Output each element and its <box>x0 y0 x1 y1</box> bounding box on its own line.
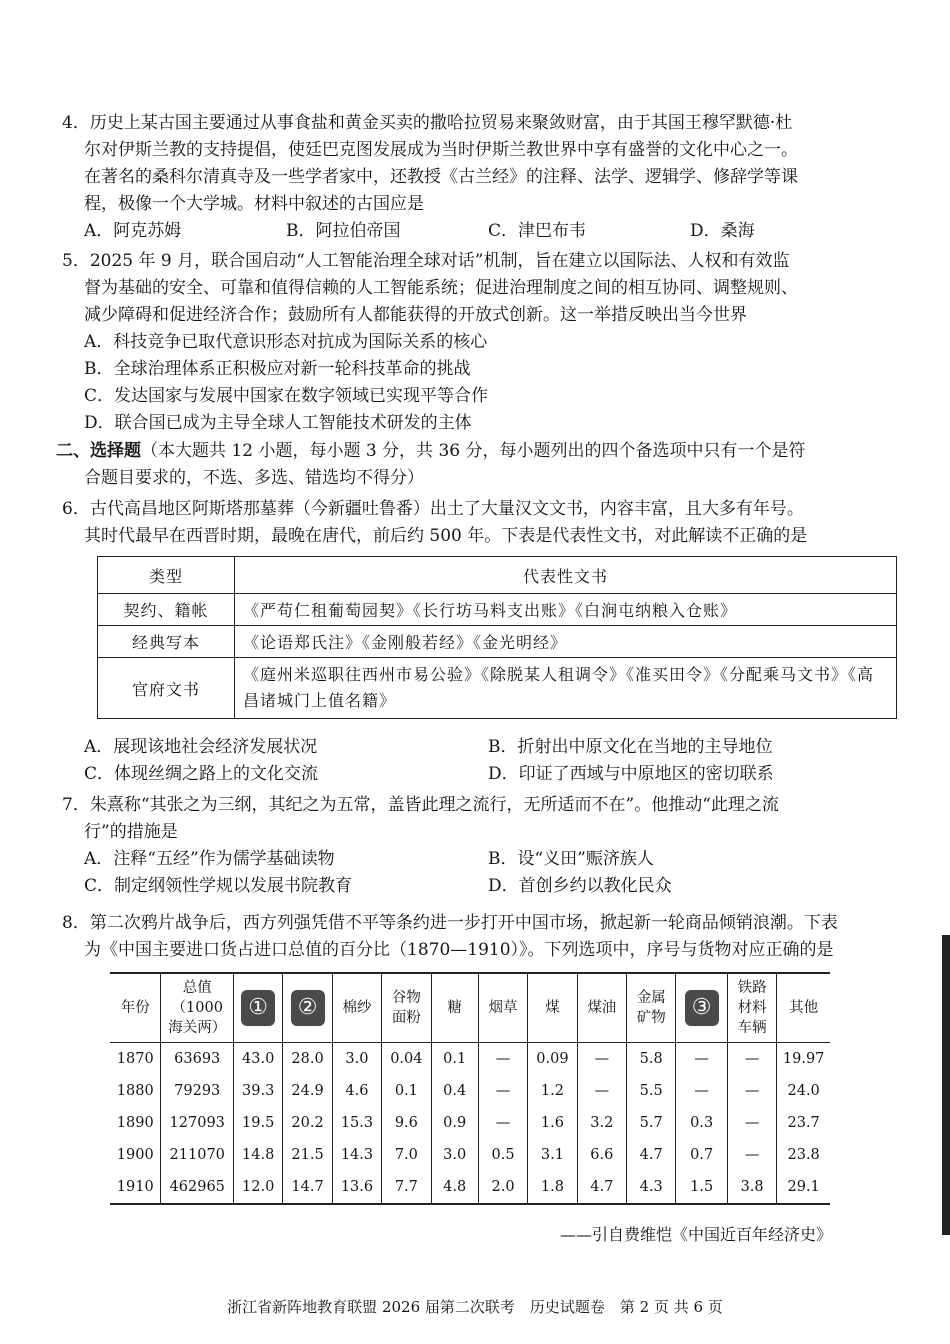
q7-line: 行”的措施是 <box>84 822 178 842</box>
table-cell: 23.7 <box>777 1107 830 1139</box>
q5-line: 督为基础的安全、可靠和值得信赖的人工智能系统；促进治理制度之间的相互协同、调整规则、 <box>84 278 798 298</box>
q6-table <box>97 556 897 719</box>
table-cell: 4.8 <box>431 1171 478 1204</box>
table-cell: 5.8 <box>627 1043 676 1076</box>
q5-option-d: D．联合国已成为主导全球人工智能技术研发的主体 <box>84 413 472 433</box>
q7-option-d: D．首创乡约以教化民众 <box>488 876 672 896</box>
table-cell: 29.1 <box>777 1171 830 1204</box>
col-sugar: 糖 <box>431 973 478 1043</box>
table-cell: 3.2 <box>577 1107 626 1139</box>
table-cell: 5.7 <box>627 1107 676 1139</box>
table-cell: 21.5 <box>283 1139 332 1171</box>
table-cell: 2.0 <box>478 1171 527 1204</box>
question-8 <box>62 910 892 964</box>
q5-option-a: A．科技竞争已取代意识形态对抗成为国际关系的核心 <box>84 332 488 352</box>
circled-number-2: ② <box>291 990 325 1026</box>
table-cell: 39.3 <box>233 1075 282 1107</box>
q6-header-docs: 代表性文书 <box>235 557 897 594</box>
table-cell: 24.0 <box>777 1075 830 1107</box>
q8-import-table <box>110 972 830 1205</box>
table-row <box>110 1107 830 1139</box>
table-cell: 3.0 <box>431 1139 478 1171</box>
table-cell: 43.0 <box>233 1043 282 1076</box>
q4-line: 4．历史上某古国主要通过从事食盐和黄金买卖的撒哈拉贸易来聚敛财富，由于其国王穆罕默德·杜 <box>62 113 793 133</box>
col-item-1 <box>233 973 282 1043</box>
table-cell: 12.0 <box>233 1171 282 1204</box>
table-cell: — <box>676 1043 728 1076</box>
table-cell: — <box>727 1139 776 1171</box>
table-cell: 14.3 <box>332 1139 381 1171</box>
table-cell: 20.2 <box>283 1107 332 1139</box>
col-kerosene: 煤油 <box>577 973 626 1043</box>
table-cell: 28.0 <box>283 1043 332 1076</box>
table-cell: 官府文书 <box>98 658 235 719</box>
q7-option-c: C．制定纲领性学规以发展书院教育 <box>84 876 353 896</box>
page-footer: 浙江省新阵地教育联盟 2026 届第二次联考 历史试题卷 第 2 页 共 6 页 <box>227 1298 723 1316</box>
table-cell: 《庭州米巡职往西州市易公验》《除脱某人租调令》《准买田令》《分配乘马文书》《高昌诸城门上值名籍》 <box>235 658 897 719</box>
q6-option-b: B．折射出中原文化在当地的主导地位 <box>488 737 773 757</box>
table-cell: 24.9 <box>283 1075 332 1107</box>
col-total: 总值（1000海关两） <box>161 973 234 1043</box>
table-row <box>110 1139 830 1171</box>
table-cell: 4.6 <box>332 1075 381 1107</box>
q5-option-c: C．发达国家与发展中国家在数字领域已实现平等合作 <box>84 386 489 406</box>
q8-line: 8．第二次鸦片战争后，西方列强凭借不平等条约进一步打开中国市场，掀起新一轮商品倾销浪潮。下表 <box>62 913 838 933</box>
table-cell: 0.7 <box>676 1139 728 1171</box>
q5-line: 减少障碍和促进经济合作；鼓励所有人都能获得的开放式创新。这一举措反映出当今世界 <box>84 305 747 325</box>
question-7 <box>62 792 892 900</box>
table-cell: 4.3 <box>627 1171 676 1204</box>
table-cell: 0.5 <box>478 1139 527 1171</box>
table-cell: 0.09 <box>528 1043 577 1076</box>
table-cell: 127093 <box>161 1107 234 1139</box>
table-cell: 7.0 <box>382 1139 431 1171</box>
table-row <box>110 1043 830 1076</box>
section-title: 二、选择题 <box>56 441 141 461</box>
q8-line: 为《中国主要进口货占进口总值的百分比（1870—1910）》。下列选项中，序号与货物对应正确的是 <box>84 940 834 960</box>
col-year: 年份 <box>110 973 161 1043</box>
table-cell: 0.4 <box>431 1075 478 1107</box>
table-cell: 1870 <box>116 1051 154 1067</box>
table-cell: 3.0 <box>332 1043 381 1076</box>
table-cell: 契约、籍帐 <box>98 594 235 626</box>
table-cell: — <box>727 1043 776 1076</box>
table-cell: 19.97 <box>777 1043 830 1076</box>
table-cell: 1910 <box>110 1171 161 1204</box>
table-cell: 14.8 <box>233 1139 282 1171</box>
table-cell: 3.1 <box>528 1139 577 1171</box>
table-cell: — <box>577 1075 626 1107</box>
col-grain-flour: 谷物面粉 <box>382 973 431 1043</box>
circled-number-3: ③ <box>685 990 719 1026</box>
table-cell: — <box>478 1043 527 1076</box>
table-cell: 1890 <box>116 1115 154 1131</box>
col-item-2 <box>283 973 332 1043</box>
table-cell: 79293 <box>161 1075 234 1107</box>
q4-option-b: B．阿拉伯帝国 <box>286 221 401 241</box>
table-cell: — <box>577 1043 626 1076</box>
table-cell: 1880 <box>116 1083 154 1099</box>
table-cell: — <box>727 1075 776 1107</box>
q7-option-b: B．设“义田”赈济族人 <box>488 849 654 869</box>
table-cell: 14.7 <box>283 1171 332 1204</box>
col-item-3 <box>676 973 728 1043</box>
q4-line: 程，极像一个大学城。材料中叙述的古国应是 <box>84 194 424 214</box>
table-cell: 13.6 <box>332 1171 381 1204</box>
q5-line: 5．2025 年 9 月，联合国启动“人工智能治理全球对话”机制，旨在建立以国际法、人权和有效监 <box>62 251 790 271</box>
table-cell: 9.6 <box>382 1107 431 1139</box>
table-cell: 23.8 <box>777 1139 830 1171</box>
col-tobacco: 烟草 <box>478 973 527 1043</box>
table-cell: 0.3 <box>676 1107 728 1139</box>
section-instructions-cont: 合题目要求的，不选、多选、错选均不得分） <box>84 468 424 488</box>
table-row <box>98 658 897 719</box>
table-cell: 0.9 <box>431 1107 478 1139</box>
table-cell: 5.5 <box>627 1075 676 1107</box>
table-cell: 7.7 <box>382 1171 431 1204</box>
q6-header-type: 类型 <box>98 557 235 594</box>
q4-line: 尔对伊斯兰教的支持提倡，使廷巴克图发展成为当时伊斯兰教世界中享有盛誉的文化中心之一。 <box>84 140 798 160</box>
table-cell: 0.1 <box>431 1043 478 1076</box>
q4-option-d: D．桑海 <box>690 221 755 241</box>
table-cell: 1.2 <box>528 1075 577 1107</box>
q4-options <box>62 218 892 245</box>
table-cell: — <box>478 1075 527 1107</box>
table-row <box>110 1075 830 1107</box>
q4-option-c: C．津巴布韦 <box>488 221 587 241</box>
col-metal-ore: 金属矿物 <box>627 973 676 1043</box>
table-cell: — <box>676 1075 728 1107</box>
table-cell: 1900 <box>116 1147 154 1163</box>
section-instructions: （本大题共 12 小题，每小题 3 分，共 36 分，每小题列出的四个备选项中只有一个是符 <box>141 441 806 461</box>
table-cell: 3.8 <box>727 1171 776 1204</box>
table-cell: 63693 <box>161 1043 234 1076</box>
question-6 <box>62 496 892 550</box>
table-cell: 15.3 <box>332 1107 381 1139</box>
col-coal: 煤 <box>528 973 577 1043</box>
table-cell: 1.6 <box>528 1107 577 1139</box>
table-row <box>98 626 897 658</box>
table-cell: 《论语郑氏注》《金刚般若经》《金光明经》 <box>235 626 897 658</box>
col-cotton-yarn: 棉纱 <box>332 973 381 1043</box>
q4-line: 在著名的桑科尔清真寺及一些学者家中，还教授《古兰经》的注释、法学、逻辑学、修辞学等课 <box>84 167 798 187</box>
col-railway: 铁路材料车辆 <box>727 973 776 1043</box>
table-cell: 6.6 <box>577 1139 626 1171</box>
q5-option-b: B．全球治理体系正积极应对新一轮科技革命的挑战 <box>84 359 471 379</box>
q7-line: 7．朱熹称“其张之为三纲，其纪之为五常，盖皆此理之流行，无所适而不在”。他推动“此理之流 <box>62 795 779 815</box>
table-cell: 《严苟仁租葡萄园契》《长行坊马料支出账》《白涧屯纳粮入仓账》 <box>235 594 897 626</box>
table-cell: 1.8 <box>528 1171 577 1204</box>
question-4 <box>62 110 892 245</box>
table-cell: 4.7 <box>577 1171 626 1204</box>
circled-number-1: ① <box>241 990 275 1026</box>
table-cell: — <box>727 1107 776 1139</box>
table-cell: 经典写本 <box>98 626 235 658</box>
question-5 <box>62 248 892 437</box>
table-cell: 1.5 <box>676 1171 728 1204</box>
table-cell: 0.04 <box>382 1043 431 1076</box>
q6-option-d: D．印证了西域与中原地区的密切联系 <box>488 764 774 784</box>
q7-option-a: A．注释“五经”作为儒学基础读物 <box>84 849 335 869</box>
table-cell: — <box>478 1107 527 1139</box>
table-cell: 211070 <box>161 1139 234 1171</box>
q6-line: 6．古代高昌地区阿斯塔那墓葬（今新疆吐鲁番）出土了大量汉文文书，内容丰富，且大多有年号。 <box>62 499 804 519</box>
table-cell: 462965 <box>161 1171 234 1204</box>
table-source: ——引自费维恺《中国近百年经济史》 <box>560 1225 833 1244</box>
section-2-header <box>56 438 892 492</box>
table-cell: 19.5 <box>233 1107 282 1139</box>
scan-edge-mark <box>942 935 950 1235</box>
table-cell: 4.7 <box>627 1139 676 1171</box>
question-6-options <box>62 734 892 788</box>
q4-option-a: A．阿克苏姆 <box>84 221 182 241</box>
col-other: 其他 <box>777 973 830 1043</box>
q6-option-a: A．展现该地社会经济发展状况 <box>84 737 318 757</box>
q6-option-c: C．体现丝绸之路上的文化交流 <box>84 764 319 784</box>
q6-line: 其时代最早在西晋时期，最晚在唐代，前后约 500 年。下表是代表性文书，对此解读不正确的是 <box>84 526 808 546</box>
table-cell: 0.1 <box>382 1075 431 1107</box>
table-row <box>98 594 897 626</box>
table-row <box>110 1171 830 1204</box>
